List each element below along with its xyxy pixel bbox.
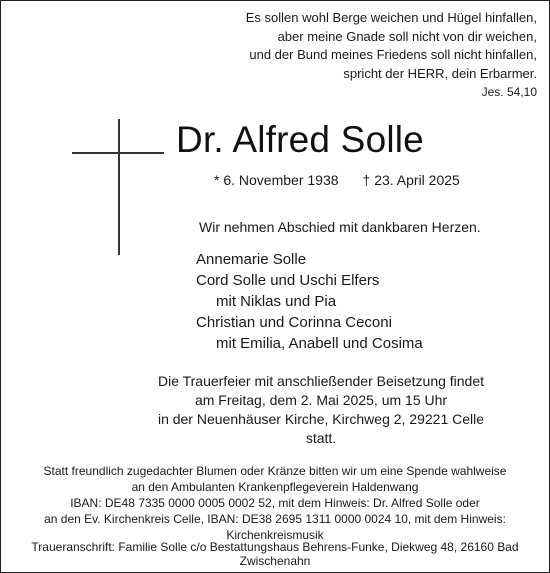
service-line: in der Neuenhäuser Kirche, Kirchweg 2, 29221 Celle statt. — [157, 411, 485, 446]
verse-line: und der Bund meines Friedens soll nicht hinfallen, — [249, 47, 537, 62]
service-line: am Freitag, dem 2. Mai 2025, um 15 Uhr — [194, 392, 448, 408]
donation-request — [1, 463, 549, 543]
mourner: Christian und Corinna Ceconi — [196, 314, 392, 331]
service-line: Die Trauerfeier mit anschließender Beisetzung findet — [157, 373, 485, 389]
verse-line: Es sollen wohl Berge weichen und Hügel hinfallen, — [245, 10, 537, 25]
deceased-name: Dr. Alfred Solle — [176, 119, 424, 160]
mourner: mit Niklas und Pia — [216, 293, 337, 310]
bible-verse — [246, 9, 537, 102]
mourning-address: Traueranschrift: Familie Solle c/o Bestattungshaus Behrens-Funke, Diekweg 48, 26160 Bad Zwischenahn — [31, 540, 519, 568]
verse-line: aber meine Gnade soll nicht von dir weichen, — [277, 28, 537, 44]
donation-line: IBAN: DE48 7335 0000 0005 0002 52, mit dem Hinweis: Dr. Alfred Solle oder — [70, 496, 480, 510]
birth-date: * 6. November 1938 — [214, 172, 339, 188]
farewell-intro: Wir nehmen Abschied mit dankbaren Herzen. — [199, 219, 481, 235]
donation-line: Statt freundlich zugedachter Blumen oder Kränze bitten wir um eine Spende wahlweise — [43, 464, 507, 478]
verse-reference: Jes. 54,10 — [481, 85, 537, 99]
funeral-service-info — [151, 372, 491, 448]
donation-line: an den Ev. Kirchenkreis Celle, IBAN: DE38 2695 1311 0000 0024 10, mit dem Hinweis: Kirchenkreismusik — [44, 512, 506, 542]
mourner: mit Emilia, Anabell und Cosima — [216, 335, 423, 352]
verse-line: spricht der HERR, dein Erbarmer. — [343, 65, 537, 81]
mourners-list — [196, 249, 423, 354]
life-dates — [214, 172, 460, 188]
death-date: † 23. April 2025 — [362, 172, 460, 188]
donation-line: an den Ambulanten Krankenpflegeverein Haldenwang — [131, 480, 419, 494]
mourner: Annemarie Solle — [196, 251, 307, 268]
mourner: Cord Solle und Uschi Elfers — [196, 272, 380, 289]
